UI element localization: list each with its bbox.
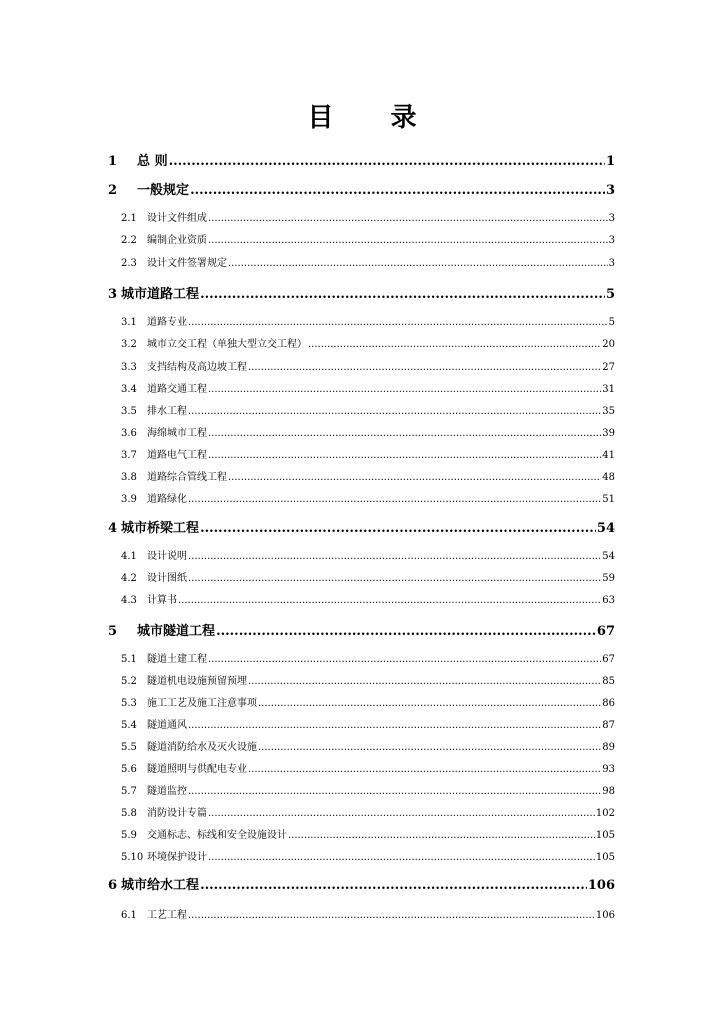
- toc-entry-text: 隧道通风: [147, 720, 187, 731]
- toc-entry-text: 支挡结构及高边坡工程: [147, 362, 247, 373]
- toc-leader-dots: [208, 852, 595, 863]
- toc-page-number: 48: [602, 472, 615, 483]
- toc-entry-number: 5.7: [121, 786, 137, 797]
- toc-section-entry[interactable]: [121, 380, 615, 395]
- toc-leader-dots: [248, 764, 601, 775]
- toc-entry-text: 隧道监控: [147, 786, 187, 797]
- toc-entry-label: [121, 804, 207, 819]
- toc-entry-label: [121, 254, 227, 269]
- toc-entry-number: 5.8: [121, 808, 137, 819]
- toc-section-entry[interactable]: [121, 209, 615, 224]
- toc-section-entry[interactable]: [121, 694, 615, 709]
- toc-entry-text: 施工工艺及施工注意事项: [147, 698, 257, 709]
- toc-leader-dots: [208, 808, 595, 819]
- toc-section-entry[interactable]: [121, 424, 615, 439]
- toc-entry-number: 5.10: [121, 852, 144, 863]
- toc-leader-dots: [208, 654, 601, 665]
- toc-entry-number: 2.3: [121, 258, 137, 269]
- toc-page-number: 102: [595, 808, 615, 819]
- toc-section-entry[interactable]: [121, 468, 615, 483]
- toc-section-entry[interactable]: [121, 804, 615, 819]
- toc-section-entry[interactable]: [121, 490, 615, 505]
- toc-entry-number: 5.9: [121, 830, 137, 841]
- toc-entry-text: 城市隧道工程: [137, 624, 216, 639]
- toc-section-entry[interactable]: [121, 547, 615, 562]
- toc-entry-label: [121, 490, 187, 505]
- toc-entry-text: 城市给水工程: [121, 878, 200, 893]
- toc-entry-text: 一般规定: [137, 183, 190, 198]
- toc-entry-label: [121, 716, 187, 731]
- toc-entry-text: 隧道机电设施预留预埋: [147, 676, 247, 687]
- toc-leader-dots: [208, 235, 608, 246]
- toc-entry-label: [121, 547, 187, 562]
- toc-entry-label: [108, 620, 215, 639]
- toc-entry-label: [121, 569, 187, 584]
- toc-entry-label: [121, 906, 187, 921]
- toc-page-number: 54: [596, 521, 615, 536]
- toc-section-entry[interactable]: [121, 569, 615, 584]
- toc-page-number: 54: [602, 551, 615, 562]
- toc-page-number: 39: [602, 428, 615, 439]
- toc-page-number: 106: [587, 878, 615, 893]
- toc-entry-number: 3.6: [121, 428, 137, 439]
- page-title: 目 录: [307, 103, 441, 133]
- toc-entry-text: 设计图纸: [147, 573, 187, 584]
- toc-page-number: 59: [602, 573, 615, 584]
- toc-entry-text: 海绵城市工程: [147, 428, 207, 439]
- toc-entry-label: [121, 760, 247, 775]
- toc-page-number: 3: [605, 183, 615, 198]
- toc-entry-label: [108, 179, 189, 198]
- toc-leader-dots: [188, 551, 601, 562]
- toc-leader-dots: [208, 384, 601, 395]
- toc-leader-dots: [169, 154, 605, 169]
- toc-leader-dots: [188, 720, 601, 731]
- toc-entry-label: [121, 650, 207, 665]
- toc-entry-label: [121, 738, 257, 753]
- toc-entry-label: [108, 283, 199, 302]
- toc-entry-number: 2: [108, 183, 118, 198]
- toc-entry-number: 5.3: [121, 698, 137, 709]
- toc-section-entry[interactable]: [121, 254, 615, 269]
- toc-section-entry[interactable]: [121, 335, 615, 350]
- toc-entry-text: 环境保护设计: [147, 852, 207, 863]
- toc-leader-dots: [208, 428, 601, 439]
- toc-entry-text: 道路综合管线工程: [147, 472, 227, 483]
- toc-entry-label: [121, 209, 207, 224]
- toc-entry-text: 道路专业: [147, 317, 187, 328]
- toc-page-number: 1: [605, 154, 615, 169]
- toc-entry-number: 6.1: [121, 910, 137, 921]
- toc-entry-number: 4.2: [121, 573, 137, 584]
- toc-entry-text: 道路绿化: [147, 494, 187, 505]
- toc-leader-dots: [248, 362, 601, 373]
- toc-entry-label: [121, 782, 187, 797]
- toc-entry-number: 1: [108, 154, 118, 169]
- toc-entry-text: 城市立交工程（单独大型立交工程）: [147, 339, 307, 350]
- toc-entry-text: 总 则: [137, 154, 168, 169]
- toc-chapter-entry[interactable]: [108, 620, 615, 639]
- toc-entry-number: 3.2: [121, 339, 137, 350]
- toc-entry-text: 设计说明: [147, 551, 187, 562]
- toc-leader-dots: [208, 450, 601, 461]
- toc-section-entry[interactable]: [121, 446, 615, 461]
- toc-chapter-entry[interactable]: [108, 517, 615, 536]
- toc-entry-number: 3.3: [121, 362, 137, 373]
- toc-leader-dots: [188, 786, 601, 797]
- toc-page-number: 41: [602, 450, 615, 461]
- toc-page-number: 87: [602, 720, 615, 731]
- toc-entry-number: 5.5: [121, 742, 137, 753]
- toc-entry-text: 消防设计专篇: [147, 808, 207, 819]
- toc-section-entry[interactable]: [121, 906, 615, 921]
- toc-entry-label: [121, 591, 177, 606]
- toc-page-number: 3: [608, 213, 615, 224]
- toc-section-entry[interactable]: [121, 591, 615, 606]
- toc-entry-text: 城市桥梁工程: [121, 521, 200, 536]
- toc-entry-text: 隧道照明与供配电专业: [147, 764, 247, 775]
- toc-entry-number: 4: [108, 521, 118, 536]
- toc-leader-dots: [208, 213, 608, 224]
- toc-entry-text: 设计文件组成: [147, 213, 207, 224]
- toc-leader-dots: [288, 830, 595, 841]
- toc-entry-label: [121, 402, 187, 417]
- toc-section-entry[interactable]: [121, 650, 615, 665]
- toc-page-number: 20: [602, 339, 615, 350]
- toc-page-number: 98: [602, 786, 615, 797]
- toc-page-number: 67: [602, 654, 615, 665]
- toc-entry-number: 2.2: [121, 235, 137, 246]
- toc-entry-number: 2.1: [121, 213, 137, 224]
- toc-section-entry[interactable]: [121, 848, 615, 863]
- toc-page-number: 5: [605, 287, 615, 302]
- toc-entry-label: [121, 672, 247, 687]
- toc-page-number: 31: [602, 384, 615, 395]
- toc-leader-dots: [228, 258, 608, 269]
- toc-leader-dots: [248, 676, 601, 687]
- toc-page-number: 89: [602, 742, 615, 753]
- toc-entry-number: 3.4: [121, 384, 137, 395]
- toc-entry-number: 6: [108, 878, 118, 893]
- toc-entry-number: 5.6: [121, 764, 137, 775]
- toc-entry-label: [121, 335, 307, 350]
- toc-entry-number: 5.1: [121, 654, 137, 665]
- toc-entry-label: [121, 380, 207, 395]
- toc-page-number: 85: [602, 676, 615, 687]
- toc-section-entry[interactable]: [121, 826, 615, 841]
- toc-page-number: 67: [596, 624, 615, 639]
- toc-leader-dots: [228, 472, 601, 483]
- toc-section-entry[interactable]: [121, 672, 615, 687]
- toc-leader-dots: [178, 595, 601, 606]
- toc-entry-text: 计算书: [147, 595, 177, 606]
- toc-entry-text: 排水工程: [147, 406, 187, 417]
- toc-leader-dots: [200, 878, 587, 893]
- toc-page-number: 93: [602, 764, 615, 775]
- toc-entry-label: [108, 874, 199, 893]
- toc-leader-dots: [188, 406, 601, 417]
- toc-entry-text: 设计文件签署规定: [147, 258, 227, 269]
- toc-page-number: 106: [595, 910, 615, 921]
- toc-entry-label: [108, 150, 168, 169]
- toc-entry-label: [108, 517, 199, 536]
- toc-page-number: 35: [602, 406, 615, 417]
- toc-entry-text: 工艺工程: [147, 910, 187, 921]
- toc-page-number: 105: [595, 830, 615, 841]
- toc-entry-label: [121, 358, 247, 373]
- toc-page-number: 86: [602, 698, 615, 709]
- toc-section-entry[interactable]: [121, 402, 615, 417]
- toc-entry-number: 3.9: [121, 494, 137, 505]
- toc-entry-number: 4.3: [121, 595, 137, 606]
- toc-entry-label: [121, 694, 257, 709]
- toc-entry-number: 3.1: [121, 317, 137, 328]
- toc-section-entry[interactable]: [121, 313, 615, 328]
- toc-entry-number: 4.1: [121, 551, 137, 562]
- toc-page-number: 27: [602, 362, 615, 373]
- toc-entry-number: 5.4: [121, 720, 137, 731]
- toc-entry-text: 交通标志、标线和安全设施设计: [147, 830, 287, 841]
- toc-leader-dots: [216, 624, 596, 639]
- toc-entry-label: [121, 848, 207, 863]
- toc-section-entry[interactable]: [121, 716, 615, 731]
- toc-leader-dots: [188, 317, 608, 328]
- toc-page-number: 3: [608, 235, 615, 246]
- toc-section-entry[interactable]: [121, 782, 615, 797]
- toc-entry-text: 编制企业资质: [147, 235, 207, 246]
- toc-entry-text: 道路电气工程: [147, 450, 207, 461]
- toc-entry-label: [121, 826, 287, 841]
- toc-chapter-entry[interactable]: [108, 874, 615, 893]
- toc-entry-number: 3.8: [121, 472, 137, 483]
- toc-entry-label: [121, 231, 207, 246]
- toc-entry-text: 城市道路工程: [121, 287, 200, 302]
- toc-leader-dots: [188, 494, 601, 505]
- toc-entry-text: 隧道土建工程: [147, 654, 207, 665]
- toc-leader-dots: [188, 573, 601, 584]
- toc-entry-text: 道路交通工程: [147, 384, 207, 395]
- toc-leader-dots: [258, 742, 601, 753]
- toc-entry-label: [121, 468, 227, 483]
- toc-entry-number: 3.7: [121, 450, 137, 461]
- toc-page-number: 3: [608, 258, 615, 269]
- toc-chapter-entry[interactable]: [108, 179, 615, 198]
- toc-entry-text: 隧道消防给水及灭火设施: [147, 742, 257, 753]
- toc-leader-dots: [190, 183, 605, 198]
- toc-page-number: 51: [602, 494, 615, 505]
- toc-page-number: 105: [595, 852, 615, 863]
- toc-entry-number: 5: [108, 624, 118, 639]
- toc-page-number: 63: [602, 595, 615, 606]
- toc-leader-dots: [200, 287, 605, 302]
- toc-section-entry[interactable]: [121, 231, 615, 246]
- toc-section-entry[interactable]: [121, 760, 615, 775]
- toc-chapter-entry[interactable]: [108, 283, 615, 302]
- toc-entry-number: 5.2: [121, 676, 137, 687]
- toc-chapter-entry[interactable]: [108, 150, 615, 169]
- toc-section-entry[interactable]: [121, 358, 615, 373]
- toc-leader-dots: [200, 521, 596, 536]
- toc-leader-dots: [258, 698, 601, 709]
- toc-leader-dots: [308, 339, 601, 350]
- toc-entry-label: [121, 424, 207, 439]
- toc-entry-label: [121, 313, 187, 328]
- toc-page-number: 5: [608, 317, 615, 328]
- toc-entry-label: [121, 446, 207, 461]
- toc-leader-dots: [188, 910, 595, 921]
- toc-entry-number: 3.5: [121, 406, 137, 417]
- toc-section-entry[interactable]: [121, 738, 615, 753]
- toc-entry-number: 3: [108, 287, 118, 302]
